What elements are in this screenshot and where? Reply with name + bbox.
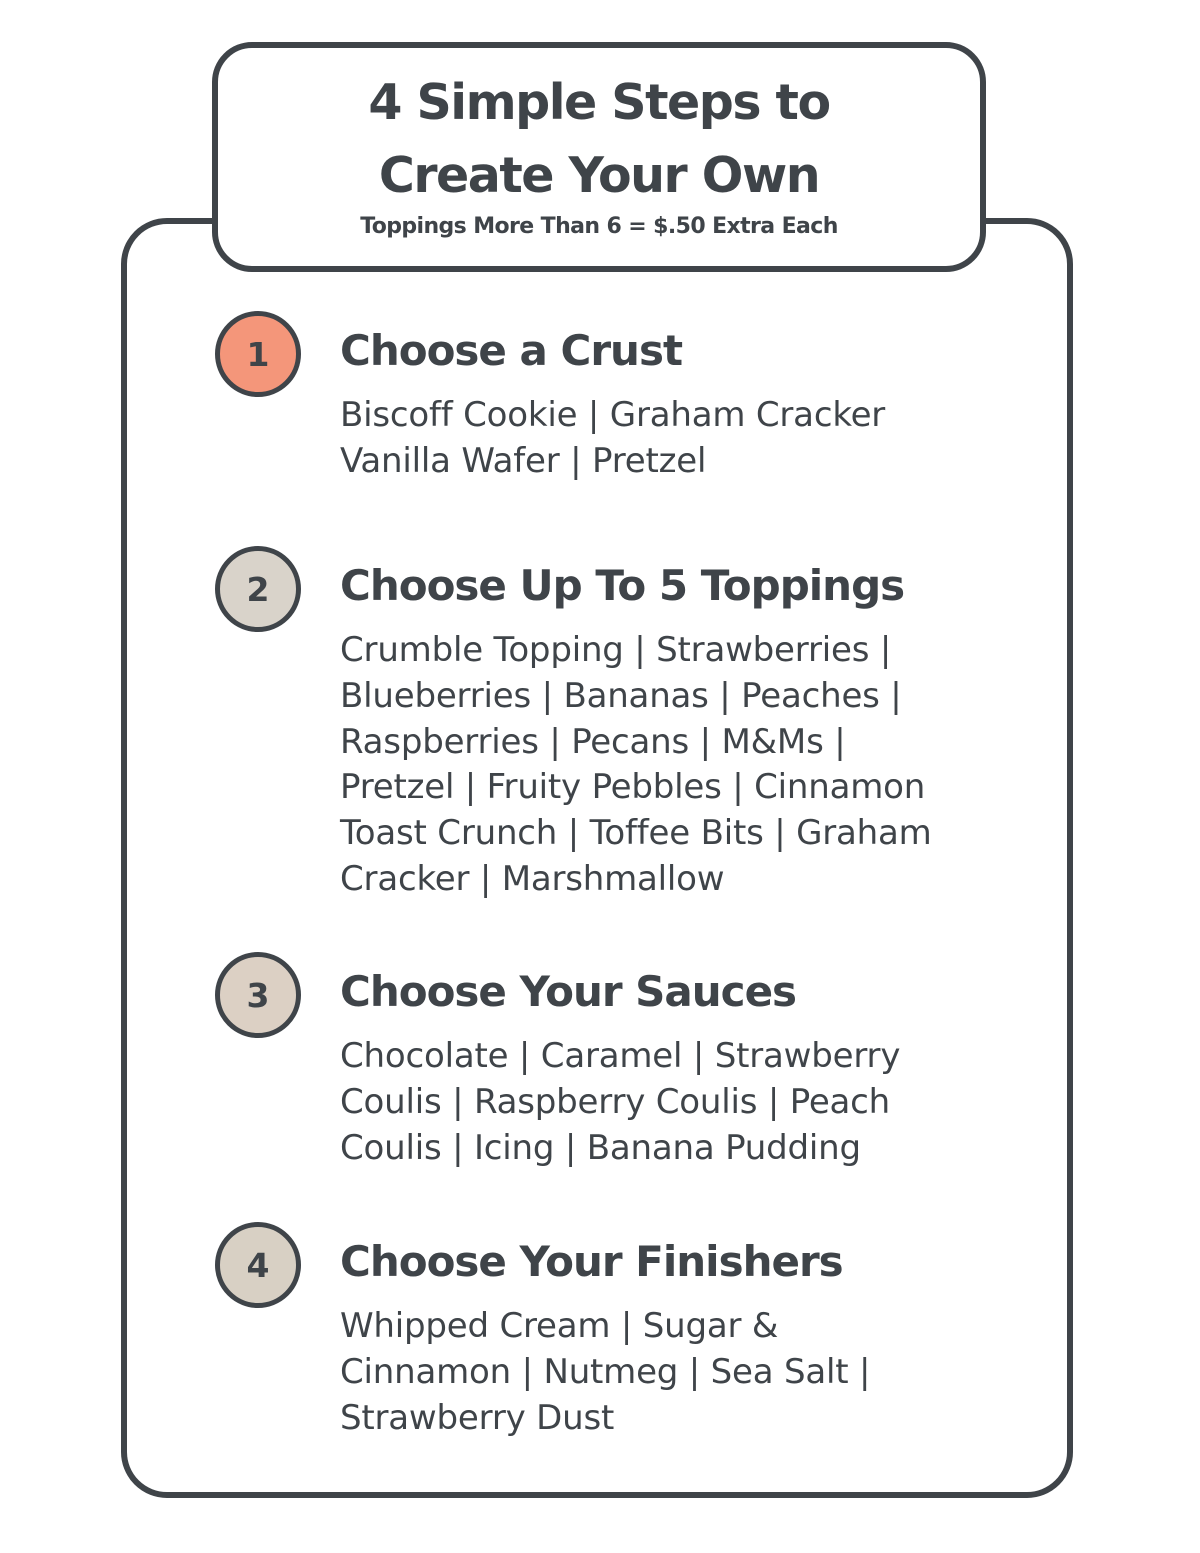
step-2-options <box>340 628 1040 903</box>
step-4-option-line: Strawberry Dust <box>340 1397 615 1438</box>
step-2-option-line: Crumble Topping | Strawberries | <box>340 630 892 670</box>
header-box <box>212 42 986 272</box>
step-1-options <box>340 393 1040 485</box>
step-4-badge: 4 <box>215 1222 301 1308</box>
page-subtitle: Toppings More Than 6 = $.50 Extra Each <box>360 214 838 239</box>
step-3-option-line: Coulis | Icing | Banana Pudding <box>340 1127 861 1168</box>
step-4-option-line: Whipped Cream | Sugar & <box>340 1306 779 1346</box>
step-2-badge: 2 <box>215 546 301 632</box>
step-3-option-line: Chocolate | Caramel | Strawberry <box>340 1036 901 1076</box>
step-3-title: Choose Your Sauces <box>340 967 797 1016</box>
step-3-options <box>340 1034 1040 1171</box>
step-2-option-line: Raspberries | Pecans | M&Ms | <box>340 721 846 762</box>
page-title <box>218 66 980 212</box>
step-1-title: Choose a Crust <box>340 326 683 375</box>
step-2-option-line: Cracker | Marshmallow <box>340 858 725 899</box>
step-1-badge: 1 <box>215 311 301 397</box>
step-2-option-line: Blueberries | Bananas | Peaches | <box>340 675 902 716</box>
step-2-option-line: Toast Crunch | Toffee Bits | Graham <box>340 813 932 854</box>
step-3-option-line: Coulis | Raspberry Coulis | Peach <box>340 1081 891 1122</box>
step-1-option-line: Biscoff Cookie | Graham Cracker <box>340 395 886 435</box>
step-1-option-line: Vanilla Wafer | Pretzel <box>340 440 707 481</box>
step-4-title: Choose Your Finishers <box>340 1237 843 1286</box>
step-3-badge: 3 <box>215 952 301 1038</box>
page-title-line-1: 4 Simple Steps to <box>368 74 830 131</box>
page-title-line-2: Create Your Own <box>378 147 820 204</box>
step-2-option-line: Pretzel | Fruity Pebbles | Cinnamon <box>340 767 926 808</box>
step-4-options <box>340 1304 1040 1441</box>
step-4-option-line: Cinnamon | Nutmeg | Sea Salt | <box>340 1351 871 1392</box>
step-2-title: Choose Up To 5 Toppings <box>340 561 905 610</box>
